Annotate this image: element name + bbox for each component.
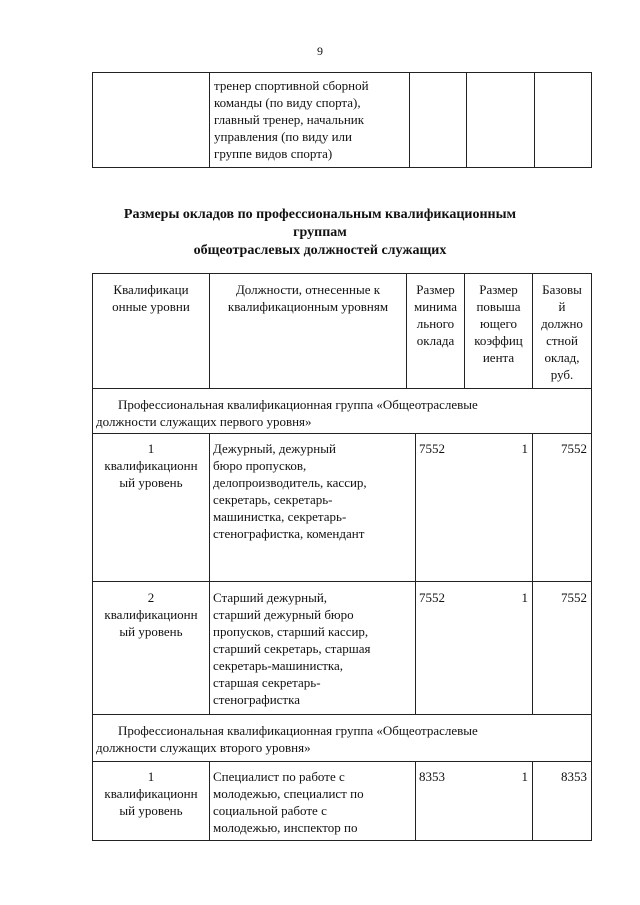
header-base-salary: Базовы й должно стной оклад, руб. [541,282,583,382]
row-3-base-salary: 8353 [561,769,587,784]
row-1-min-salary: 7552 [419,441,445,456]
row-2-positions: Старший дежурный, старший дежурный бюро пропусков, старший кассир, старший секретарь, старшая секретарь-машинистка, старшая секретарь- стенографистка [213,590,371,707]
row-1-level: 1 квалификационн ый уровень [104,441,198,490]
group-header-second-level: Профессиональная квалификационная группа «Общеотраслевые должности служащих второго уровня» [96,723,478,755]
header-min-salary: Размер минима льного оклада [413,282,457,348]
row-2-coefficient: 1 [521,590,528,605]
row-3-coefficient: 1 [521,769,528,784]
row-3-positions: Специалист по работе с молодежью, специалист по социальной работе с молодежью, инспектор по [213,769,364,835]
title-line-2: группам [293,225,347,240]
page-number: 9 [317,44,323,58]
header-coefficient: Размер повыша ющего коэффиц иента [474,282,523,365]
row-3-level: 1 квалификационн ый уровень [104,769,198,818]
row-1-base-salary: 7552 [561,441,587,456]
header-positions: Должности, отнесенные к квалификационным уровням [227,282,389,314]
header-qualification-levels: Квалификаци онные уровни [112,282,190,314]
row-1-coefficient: 1 [521,441,528,456]
row-1-positions: Дежурный, дежурный бюро пропусков, делопроизводитель, кассир, секретарь, секретарь- машинистка, секретарь- стенографистка, комендант [213,441,367,541]
row-2-base-salary: 7552 [561,590,587,605]
title-line-1: Размеры окладов по профессиональным квалификационным [123,207,517,222]
section-title [100,206,540,260]
row-2-min-salary: 7552 [419,590,445,605]
row-2-level: 2 квалификационн ый уровень [104,590,198,639]
row-3-min-salary: 8353 [419,769,445,784]
title-line-3: общеотраслевых должностей служащих [193,243,447,258]
top-table-positions: тренер спортивной сборной команды (по виду спорта), главный тренер, начальник управления (по виду или группе видов спорта) [214,78,369,161]
group-header-first-level: Профессиональная квалификационная группа «Общеотраслевые должности служащих первого уровня» [96,397,478,429]
